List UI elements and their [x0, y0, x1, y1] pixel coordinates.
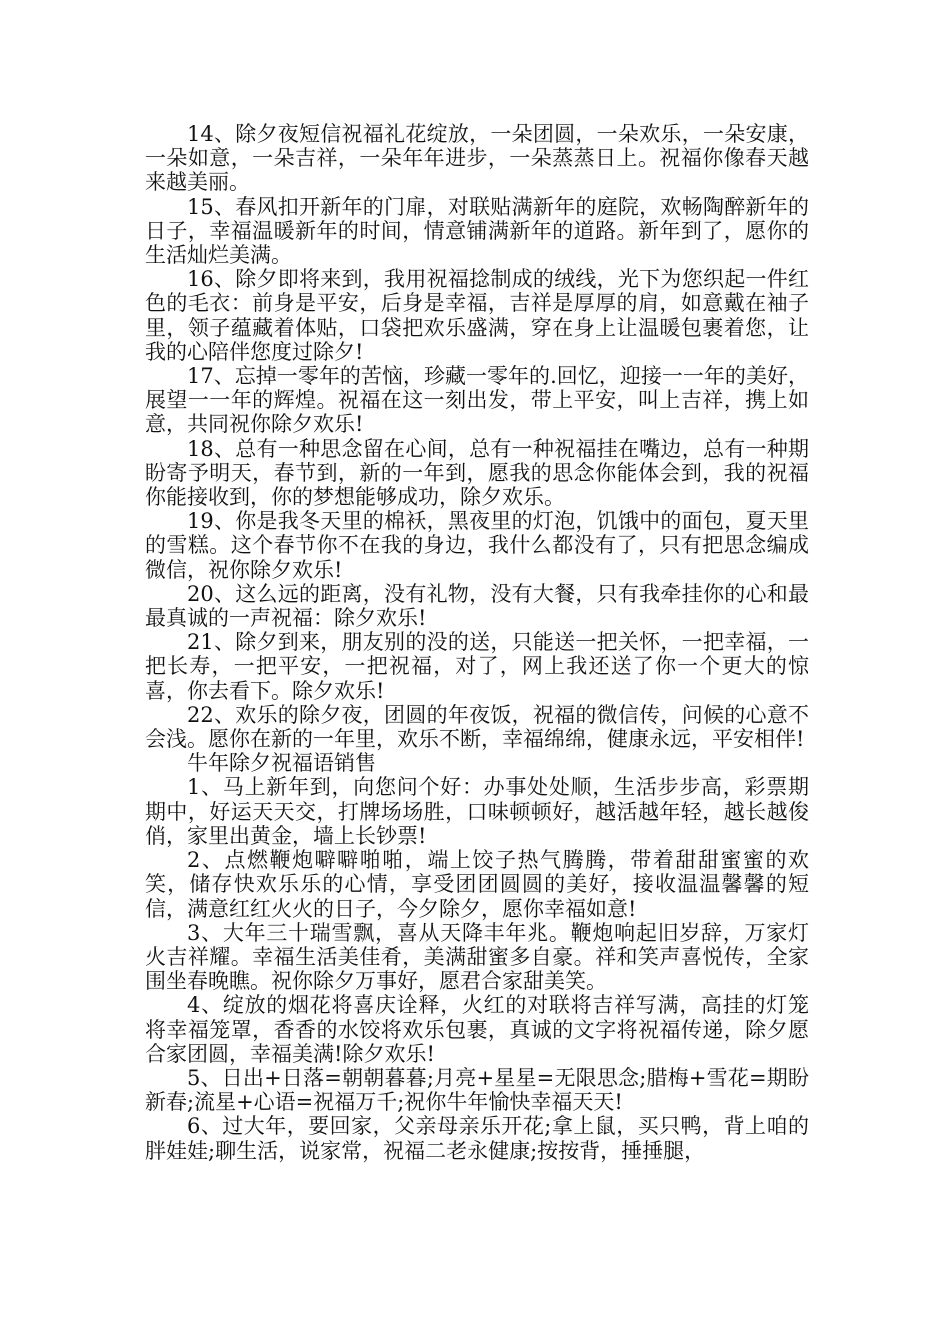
document-body	[145, 122, 809, 1163]
paragraph-14: 14、除夕夜短信祝福礼花绽放，一朵团圆，一朵欢乐，一朵安康，一朵如意，一朵吉祥，一朵年年进步，一朵蒸蒸日上。祝福你像春天越来越美丽。	[145, 122, 809, 195]
paragraph-15: 15、春风扣开新年的门扉，对联贴满新年的庭院，欢畅陶醉新年的日子，幸福温暖新年的时间，情意铺满新年的道路。新年到了，愿你的生活灿烂美满。	[145, 194, 809, 268]
paragraph-2: 2、点燃鞭炮噼噼啪啪，端上饺子热气腾腾，带着甜甜蜜蜜的欢笑，储存快欢乐乐的心情，享受团团圆圆的美好，接收温温馨馨的短信，满意红红火火的日子，今夕除夕，愿你幸福如意!	[145, 848, 809, 921]
paragraph-3: 3、大年三十瑞雪飘，喜从天降丰年兆。鞭炮响起旧岁辞，万家灯火吉祥耀。幸福生活美佳肴，美满甜蜜多自豪。祥和笑声喜悦传，全家围坐春晚瞧。祝你除夕万事好，愿君合家甜美笑。	[145, 920, 809, 994]
paragraph-21: 21、除夕到来，朋友别的没的送，只能送一把关怀，一把幸福，一把长寿，一把平安，一把祝福，对了，网上我还送了你一个更大的惊喜，你去看下。除夕欢乐!	[145, 630, 809, 703]
paragraph-1: 1、马上新年到，向您问个好：办事处处顺，生活步步高，彩票期期中，好运天天交，打牌场场胜，口味顿顿好，越活越年轻，越长越俊俏，家里出黄金，墙上长钞票!	[145, 775, 809, 848]
paragraph-19: 19、你是我冬天里的棉袄，黑夜里的灯泡，饥饿中的面包，夏天里的雪糕。这个春节你不在我的身边，我什么都没有了，只有把思念编成微信，祝你除夕欢乐!	[145, 509, 809, 582]
paragraph-20: 20、这么远的距离，没有礼物，没有大餐，只有我牵挂你的心和最最真诚的一声祝福：除夕欢乐!	[145, 581, 809, 631]
paragraph-5: 5、日出+日落=朝朝暮暮;月亮+星星=无限思念;腊梅+雪花=期盼新春;流星+心语=祝福万千;祝你牛年愉快幸福天天!	[145, 1065, 809, 1115]
paragraph-22: 22、欢乐的除夕夜，团圆的年夜饭，祝福的微信传，问候的心意不会浅。愿你在新的一年里，欢乐不断，幸福绵绵，健康永远，平安相伴!	[145, 702, 809, 752]
section-heading: 牛年除夕祝福语销售	[187, 751, 376, 776]
paragraph-18: 18、总有一种思念留在心间，总有一种祝福挂在嘴边，总有一种期盼寄予明天，春节到，新的一年到，愿我的思念你能体会到，我的祝福你能接收到，你的梦想能够成功，除夕欢乐。	[145, 436, 809, 510]
paragraph-16: 16、除夕即将来到，我用祝福捻制成的绒线，光下为您织起一件红色的毛衣：前身是平安，后身是幸福，吉祥是厚厚的肩，如意戴在袖子里，领子蕴藏着体贴，口袋把欢乐盛满，穿在身上让温暖包裹着您，让我的心陪伴您度过除夕!	[145, 267, 809, 364]
paragraph-17: 17、忘掉一零年的苦恼，珍藏一零年的.回忆，迎接一一年的美好，展望一一年的辉煌。祝福在这一刻出发，带上平安，叫上吉祥，携上如意，共同祝你除夕欢乐!	[145, 364, 809, 437]
paragraph-4: 4、绽放的烟花将喜庆诠释，火红的对联将吉祥写满，高挂的灯笼将幸福笼罩，香香的水饺将欢乐包裹，真诚的文字将祝福传递，除夕愿合家团圆，幸福美满!除夕欢乐!	[145, 993, 809, 1066]
paragraph-6: 6、过大年，要回家，父亲母亲乐开花;拿上鼠，买只鸭，背上咱的胖娃娃;聊生活，说家常，祝福二老永健康;按按背，捶捶腿，	[145, 1114, 809, 1163]
